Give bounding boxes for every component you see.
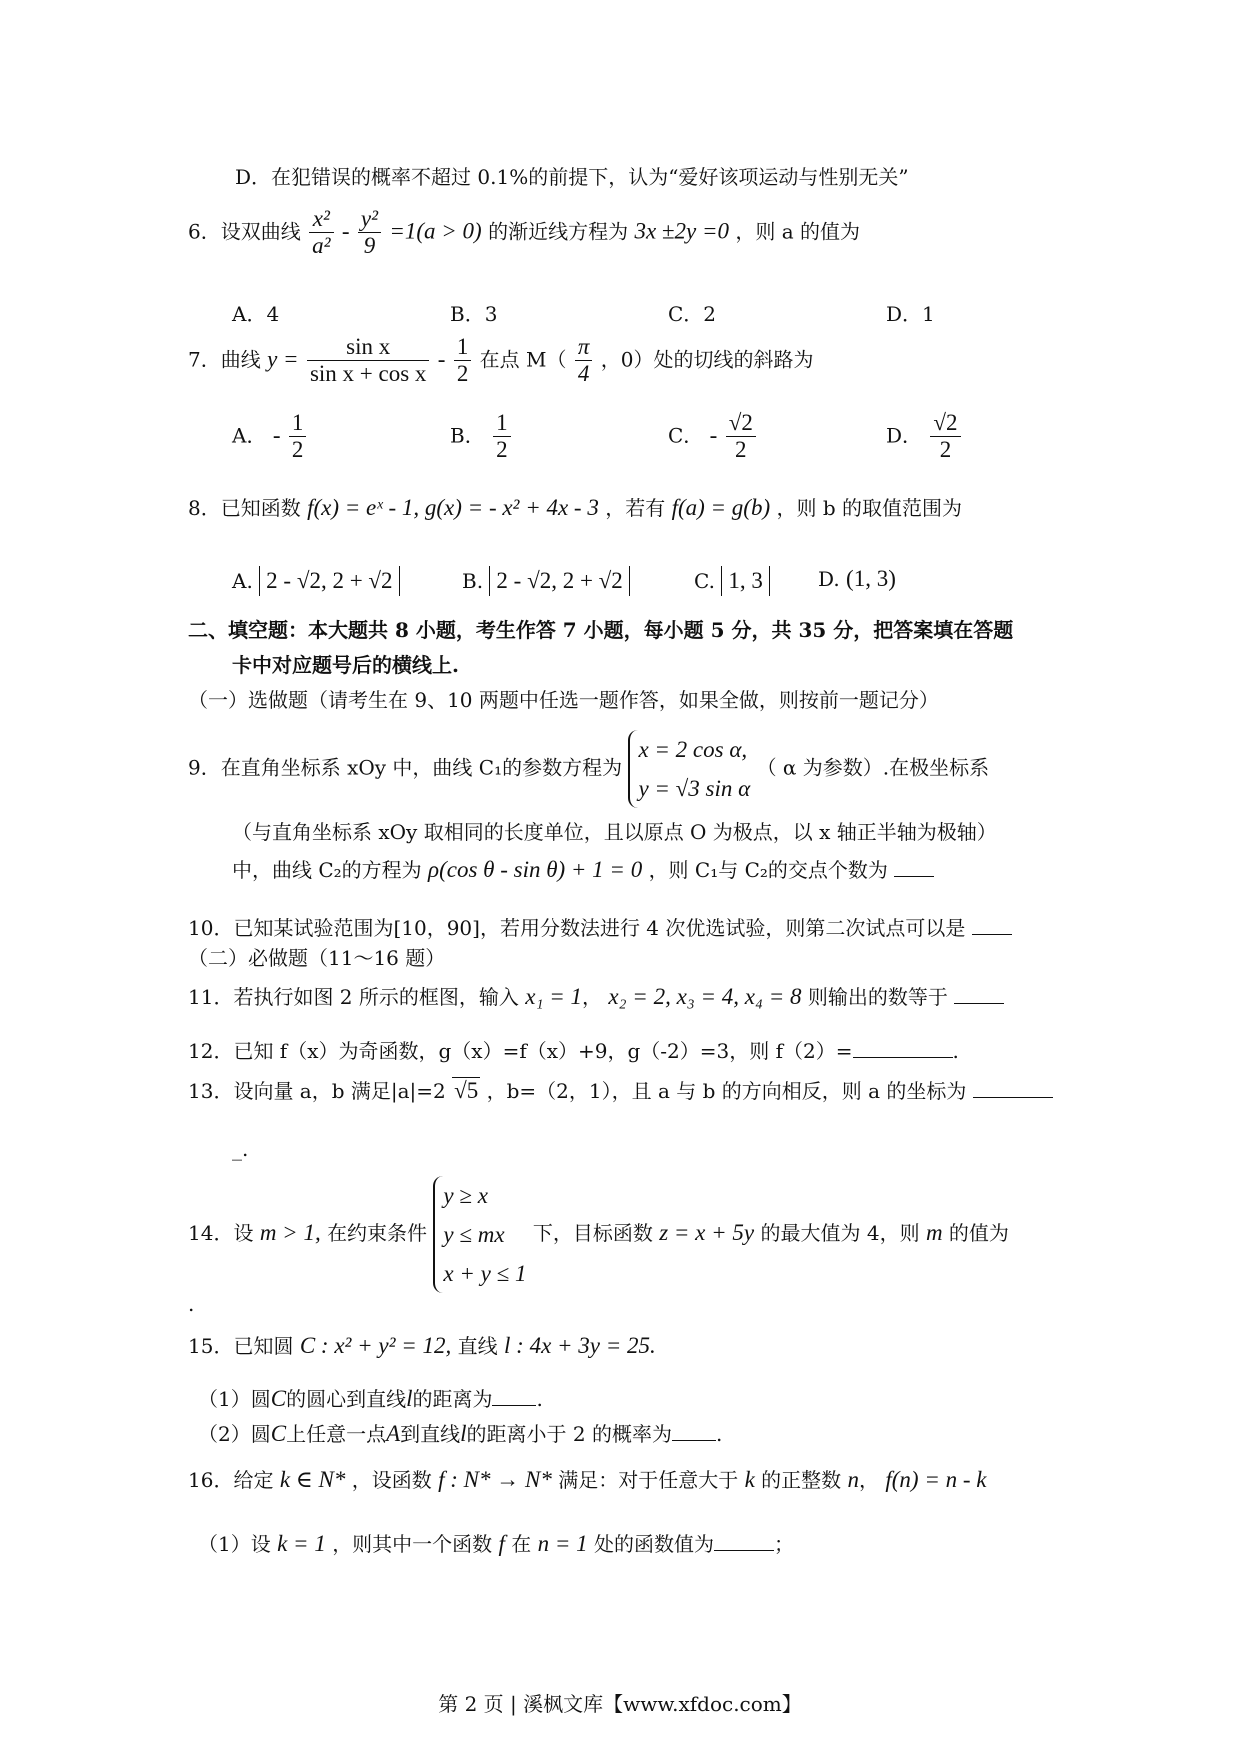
q6-fraction-x: $\frac{\text{x²}}{\text{a²}}$ xyxy=(309,206,333,260)
q15-part2: （2）圆C上任意一点A到直线l的距离小于 2 的概率为 . xyxy=(198,1421,723,1446)
q8-option-d: D. (1, 3) xyxy=(818,566,896,591)
q16-part1-blank xyxy=(714,1550,774,1551)
q6-option-a: A．4 xyxy=(232,302,280,326)
section-2-sub2: （二）必做题（11～16 题） xyxy=(188,946,446,970)
question-10: 10．已知某试验范围为[10，90]，若用分数法进行 4 次优选试验，则第二次试点可以是 xyxy=(188,916,1012,940)
q15-part2-blank xyxy=(672,1440,716,1441)
q6-equation-tail: =1(a > 0) xyxy=(389,218,482,244)
section-2-heading-line2: 卡中对应题号后的横线上. xyxy=(232,653,459,677)
q6-option-b: B．3 xyxy=(450,302,498,326)
q12-answer-blank xyxy=(853,1057,953,1058)
question-15: 15．已知圆 C : x² + y² = 12, 直线 l : 4x + 3y = 25. xyxy=(188,1333,656,1358)
page-footer: 第 2 页 | 溪枫文库【www.xfdoc.com】 xyxy=(438,1692,802,1716)
q9-polar-equation: ρ(cos θ - sin θ) + 1 = 0 xyxy=(428,857,643,882)
q7-main-fraction: $\frac{\text{sin x}}{\text{sin x + cos x}}$ xyxy=(307,334,429,388)
q6-fraction-y: $\frac{\text{y²}}{9}$ xyxy=(358,206,381,260)
question-8: 8．已知函数 f(x) = eˣ - 1, g(x) = - x² + 4x - 3 ，若有 f(a) = g(b) ，则 b 的取值范围为 xyxy=(188,495,963,520)
question-7: 7．曲线 y = $\frac{\text{sin x}}{\text{sin x + cos x}}$ - $\frac{1}{2}$ 在点 M（ $\frac{\pi}{4}$ ，0）处的切线的斜路为 xyxy=(188,334,814,387)
section-2-sub1: （一）选做题（请考生在 9、10 两题中任选一题作答，如果全做，则按前一题记分） xyxy=(188,688,939,712)
section-2-heading-line1: 二、填空题：本大题共 8 小题，考生作答 7 小题，每小题 5 分，共 35 分，把答案填在答题 xyxy=(188,618,1014,642)
q13-answer-blank xyxy=(973,1097,1053,1098)
q7-option-d: D． $\frac{√2}{2}$ xyxy=(886,410,963,464)
question-14: 14．设 m > 1, 在约束条件 y ≥ x y ≤ mx x + y ≤ 1 下，目标函数 z = x + 5y 的最大值为 4，则 m 的值为 xyxy=(188,1176,1009,1293)
question-9: 9．在直角坐标系 xOy 中，曲线 C₁的参数方程为 x = 2 cos α, y = √3 sin α （ α 为参数）.在极坐标系 xyxy=(188,730,989,808)
q14-constraint-system: y ≥ x y ≤ mx x + y ≤ 1 xyxy=(433,1176,526,1293)
q8-option-a: A. 2 - √2, 2 + √2 xyxy=(232,566,400,596)
q8-condition: f(a) = g(b) xyxy=(671,495,771,520)
q7-pi-fraction: $\frac{\pi}{4}$ xyxy=(575,334,593,388)
q9-line2: （与直角坐标系 xOy 取相同的长度单位，且以原点 O 为极点，以 x 轴正半轴为极轴） xyxy=(232,820,997,844)
q9-answer-blank xyxy=(894,876,934,877)
question-16: 16．给定 k ∈ N* ，设函数 f : N* → N* 满足：对于任意大于 k 的正整数 n， f(n) = n - k xyxy=(188,1467,987,1492)
q8-option-b: B. 2 - √2, 2 + √2 xyxy=(462,566,630,596)
q9-parametric-system: x = 2 cos α, y = √3 sin α xyxy=(628,730,750,808)
q6-asymptote: 3x ±2y =0 xyxy=(634,218,729,244)
q13-continuation: _. xyxy=(232,1137,249,1161)
question-6: 6．设双曲线 $\frac{\text{x²}}{\text{a²}}$ - $\frac{\text{y²}}{9}$ =1(a > 0) 的渐近线方程为 3x ±2y =0 ，则 a 的值为 xyxy=(188,206,860,259)
question-12: 12．已知 f（x）为奇函数，g（x）=f（x）+9，g（-2）=3，则 f（2）= . xyxy=(188,1039,959,1063)
q14-trailing-dot: . xyxy=(188,1292,195,1316)
q15-part1: （1）圆C的圆心到直线l的距离为 . xyxy=(198,1386,543,1411)
q10-answer-blank xyxy=(972,934,1012,935)
q8-option-c: C. 1, 3 xyxy=(694,566,770,596)
q7-option-c: C． - $\frac{√2}{2}$ xyxy=(668,410,758,464)
q16-part1: （1）设 k = 1 ，则其中一个函数 f 在 n = 1 处的函数值为 ； xyxy=(198,1531,795,1556)
q15-part1-blank xyxy=(492,1405,536,1406)
q6-option-c: C．2 xyxy=(668,302,717,326)
q7-option-a: A． - $\frac{1}{2}$ xyxy=(232,410,308,464)
q7-option-b: B． $\frac{1}{2}$ xyxy=(450,410,513,464)
q5-option-d: D．在犯错误的概率不超过 0.1%的前提下，认为“爱好该项运动与性别无关” xyxy=(235,165,909,189)
question-11: 11．若执行如图 2 所示的框图，输入 x₁ = 1， x₂ = 2, x₃ = 4, x₄ = 8 则输出的数等于 xyxy=(188,983,1004,1011)
q11-answer-blank xyxy=(954,1003,1004,1004)
question-13: 13．设向量 a，b 满足|a|=2 √5 ，b=（2，1），且 a 与 b 的方向相反，则 a 的坐标为 xyxy=(188,1077,1053,1105)
q8-functions: f(x) = eˣ - 1, g(x) = - x² + 4x - 3 xyxy=(307,495,599,520)
q9-line3: 中，曲线 C₂的方程为 ρ(cos θ - sin θ) + 1 = 0 ，则 C₁与 C₂的交点个数为 xyxy=(232,856,934,884)
q6-option-d: D．1 xyxy=(886,302,935,326)
q6-lead: 6．设双曲线 xyxy=(188,219,301,244)
q7-half: $\frac{1}{2}$ xyxy=(454,334,472,388)
